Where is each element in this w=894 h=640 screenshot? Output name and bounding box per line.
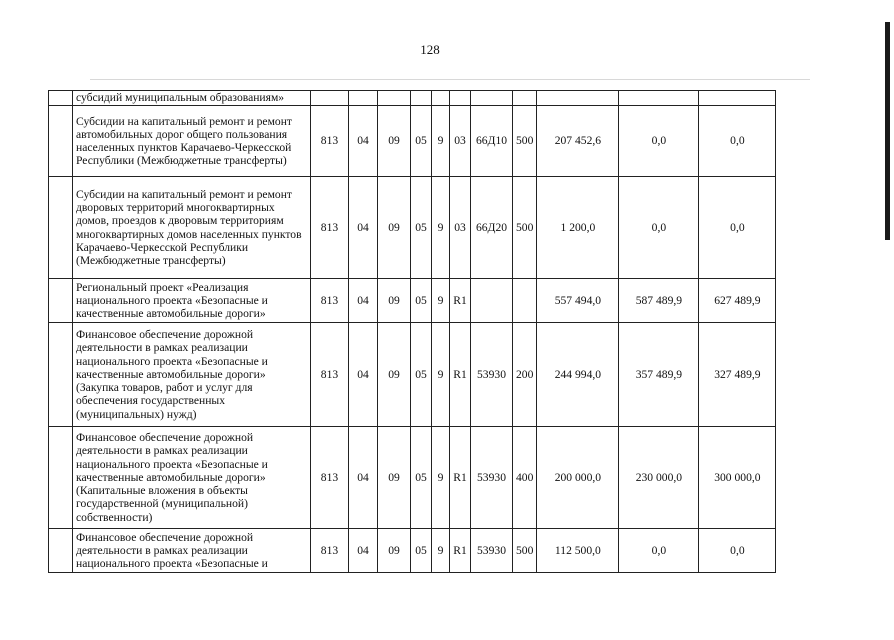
expense-type-cell — [513, 279, 537, 323]
direction-code-cell: 66Д10 — [471, 106, 513, 177]
item-name-cell: Субсидии на капитальный ремонт и ремонт дворовых территорий многоквартирных домов, проездов к дворовым территориям многоквартирных домов населенных пунктов Карачаево-Черкесской Республики (Межбюджетные трансферты) — [73, 177, 311, 279]
amount-year2-cell — [619, 91, 699, 106]
row-number-cell — [49, 323, 73, 427]
program-code-cell — [411, 91, 432, 106]
subprogram-code-cell — [432, 91, 450, 106]
subsection-code-cell: 09 — [378, 106, 411, 177]
ministry-code-cell: 813 — [311, 279, 349, 323]
program-code-cell: 05 — [411, 279, 432, 323]
table-row — [49, 106, 776, 177]
table-row — [49, 279, 776, 323]
amount-year1-cell: 557 494,0 — [537, 279, 619, 323]
amount-year1-cell: 1 200,0 — [537, 177, 619, 279]
activity-code-cell: R1 — [450, 427, 471, 529]
activity-code-cell: R1 — [450, 323, 471, 427]
table-row — [49, 177, 776, 279]
subprogram-code-cell: 9 — [432, 279, 450, 323]
section-code-cell: 04 — [349, 427, 378, 529]
table-row — [49, 323, 776, 427]
direction-code-cell — [471, 279, 513, 323]
program-code-cell: 05 — [411, 427, 432, 529]
amount-year2-cell: 0,0 — [619, 529, 699, 573]
subsection-code-cell: 09 — [378, 323, 411, 427]
amount-year2-cell: 357 489,9 — [619, 323, 699, 427]
amount-year1-cell: 200 000,0 — [537, 427, 619, 529]
program-code-cell: 05 — [411, 323, 432, 427]
row-number-cell — [49, 427, 73, 529]
subsection-code-cell: 09 — [378, 279, 411, 323]
row-number-cell — [49, 91, 73, 106]
activity-code-cell: 03 — [450, 106, 471, 177]
amount-year3-cell: 0,0 — [699, 177, 776, 279]
item-name-cell: Региональный проект «Реализация национального проекта «Безопасные и качественные автомобильные дороги» — [73, 279, 311, 323]
activity-code-cell: R1 — [450, 279, 471, 323]
subprogram-code-cell: 9 — [432, 177, 450, 279]
activity-code-cell — [450, 91, 471, 106]
amount-year3-cell: 0,0 — [699, 106, 776, 177]
table-row — [49, 529, 776, 573]
amount-year2-cell: 0,0 — [619, 106, 699, 177]
amount-year2-cell: 230 000,0 — [619, 427, 699, 529]
subsection-code-cell — [378, 91, 411, 106]
amount-year3-cell: 300 000,0 — [699, 427, 776, 529]
section-code-cell: 04 — [349, 323, 378, 427]
subprogram-code-cell: 9 — [432, 106, 450, 177]
amount-year2-cell: 0,0 — [619, 177, 699, 279]
item-name-cell: Субсидии на капитальный ремонт и ремонт автомобильных дорог общего пользования населенных пунктов Карачаево-Черкесской Республики (Межбюджетные трансферты) — [73, 106, 311, 177]
amount-year3-cell: 0,0 — [699, 529, 776, 573]
item-name-cell: Финансовое обеспечение дорожной деятельности в рамках реализации национального проекта «Безопасные и качественные автомобильные дороги» (Закупка товаров, работ и услуг для обеспечения государственных (муниципальных) нужд) — [73, 323, 311, 427]
direction-code-cell: 53930 — [471, 529, 513, 573]
expense-type-cell: 500 — [513, 177, 537, 279]
expense-type-cell: 400 — [513, 427, 537, 529]
row-number-cell — [49, 177, 73, 279]
page-number: 128 — [420, 42, 440, 57]
item-name-cell: Финансовое обеспечение дорожной деятельности в рамках реализации национального проекта «Безопасные и качественные автомобильные дороги» (Капитальные вложения в объекты государственной (муниципальной) собственности) — [73, 427, 311, 529]
direction-code-cell: 53930 — [471, 323, 513, 427]
subprogram-code-cell: 9 — [432, 427, 450, 529]
program-code-cell: 05 — [411, 529, 432, 573]
amount-year3-cell: 327 489,9 — [699, 323, 776, 427]
ministry-code-cell: 813 — [311, 427, 349, 529]
section-code-cell: 04 — [349, 177, 378, 279]
section-code-cell — [349, 91, 378, 106]
amount-year2-cell: 587 489,9 — [619, 279, 699, 323]
activity-code-cell: R1 — [450, 529, 471, 573]
amount-year1-cell: 112 500,0 — [537, 529, 619, 573]
direction-code-cell — [471, 91, 513, 106]
scan-edge-bar — [885, 22, 890, 240]
subsection-code-cell: 09 — [378, 427, 411, 529]
ministry-code-cell: 813 — [311, 106, 349, 177]
amount-year3-cell — [699, 91, 776, 106]
expense-type-cell: 200 — [513, 323, 537, 427]
subprogram-code-cell: 9 — [432, 529, 450, 573]
expense-type-cell: 500 — [513, 106, 537, 177]
item-name-cell: Финансовое обеспечение дорожной деятельности в рамках реализации национального проекта «Безопасные и — [73, 529, 311, 573]
amount-year1-cell: 244 994,0 — [537, 323, 619, 427]
direction-code-cell: 53930 — [471, 427, 513, 529]
table-row — [49, 427, 776, 529]
program-code-cell: 05 — [411, 106, 432, 177]
row-number-cell — [49, 529, 73, 573]
expense-type-cell — [513, 91, 537, 106]
activity-code-cell: 03 — [450, 177, 471, 279]
subsection-code-cell: 09 — [378, 177, 411, 279]
section-code-cell: 04 — [349, 279, 378, 323]
row-number-cell — [49, 279, 73, 323]
ministry-code-cell: 813 — [311, 177, 349, 279]
section-code-cell: 04 — [349, 106, 378, 177]
ministry-code-cell: 813 — [311, 529, 349, 573]
subprogram-code-cell: 9 — [432, 323, 450, 427]
row-number-cell — [49, 106, 73, 177]
scan-faint-line — [90, 79, 810, 80]
budget-table — [48, 90, 776, 573]
ministry-code-cell — [311, 91, 349, 106]
program-code-cell: 05 — [411, 177, 432, 279]
amount-year1-cell — [537, 91, 619, 106]
ministry-code-cell: 813 — [311, 323, 349, 427]
amount-year1-cell: 207 452,6 — [537, 106, 619, 177]
expense-type-cell: 500 — [513, 529, 537, 573]
direction-code-cell: 66Д20 — [471, 177, 513, 279]
subsection-code-cell: 09 — [378, 529, 411, 573]
table-row — [49, 91, 776, 106]
amount-year3-cell: 627 489,9 — [699, 279, 776, 323]
section-code-cell: 04 — [349, 529, 378, 573]
item-name-cell: субсидий муниципальным образованиям» — [73, 91, 311, 106]
